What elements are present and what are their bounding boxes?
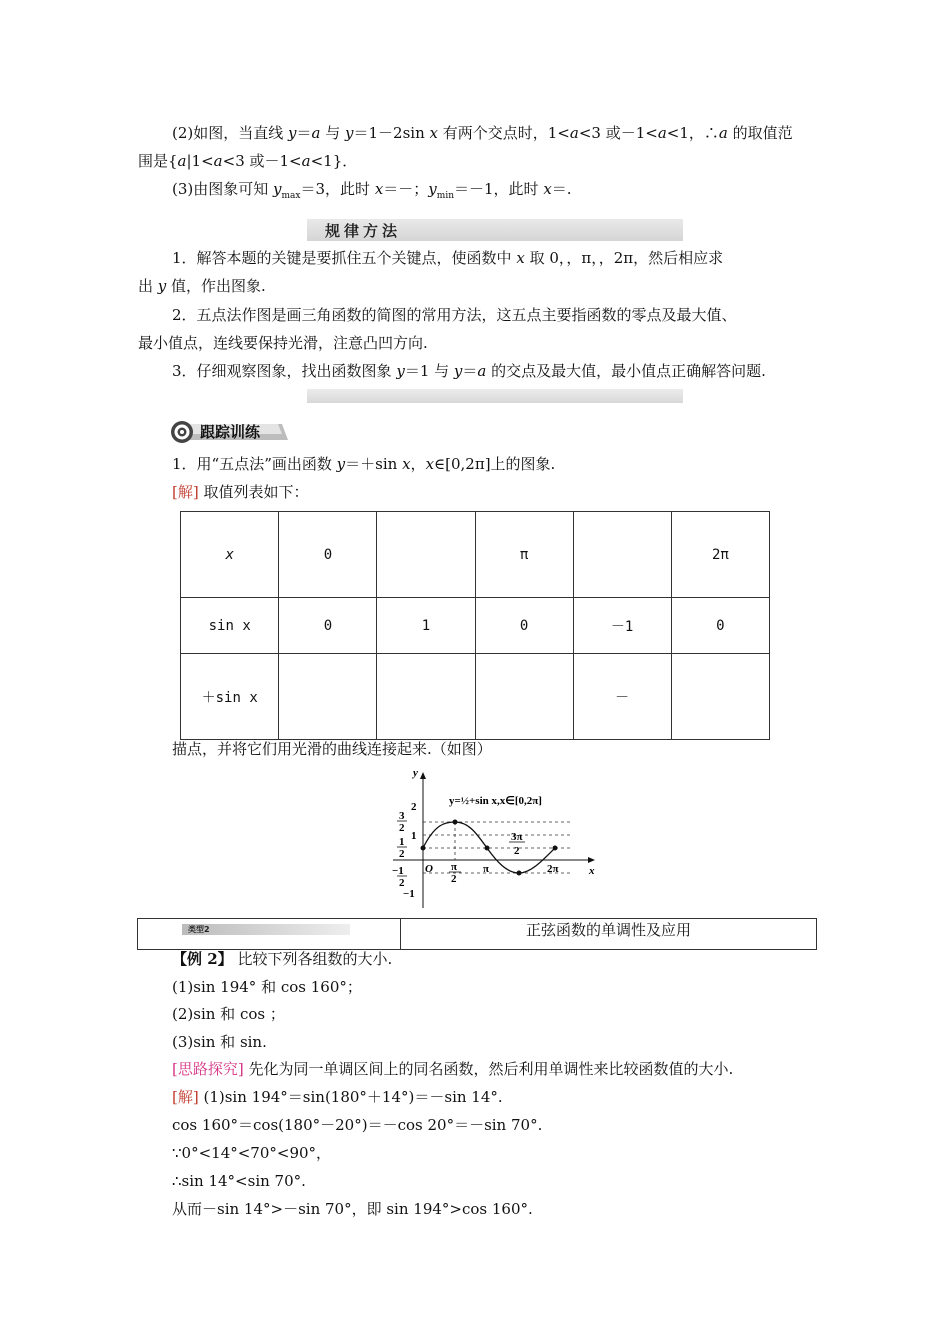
y-axis-label: y <box>413 767 418 779</box>
table-row <box>181 512 770 598</box>
solution-step5: 从而－sin 14°>－sin 70°，即 sin 194°>cos 160°. <box>172 1200 533 1218</box>
method-3: 3．仔细观察图象，找出函数图象 y＝1 与 y＝a 的交点及最大值，最小值点正确解答问题. <box>172 362 766 380</box>
example-2-part1: (1)sin 194° 和 cos 160°； <box>172 978 362 996</box>
y-tick-1: 1 <box>411 830 417 842</box>
x-tick-2pi: 2π <box>547 863 559 875</box>
method-1-line1: 1．解答本题的关键是要抓住五个关键点，使函数中 x 取 0，，π，，2π，然后相应求 <box>172 249 724 267</box>
table-cell: 0 <box>279 512 377 598</box>
table-cell <box>377 512 475 598</box>
solution-intro: [解] 取值列表如下： <box>172 483 309 501</box>
y-tick-2: 2 <box>411 801 417 813</box>
solution-step2: cos 160°＝cos(180°－20°)＝－cos 20°＝－sin 70°. <box>172 1116 543 1134</box>
table-cell: 1 <box>377 598 475 654</box>
idea-exploration: [思路探究] 先化为同一单调区间上的同名函数，然后利用单调性来比较函数值的大小. <box>172 1060 734 1078</box>
example-2-heading: 【例 2】 比较下列各组数的大小. <box>172 950 393 968</box>
table-cell <box>475 654 573 740</box>
method-1-line2: 出 y 值，作出图象. <box>138 277 266 295</box>
table-cell <box>377 654 475 740</box>
x-tick-pi: π <box>483 863 490 875</box>
table-cell <box>573 512 671 598</box>
para-3: (3)由图象可知 $y_{max}=3$，此时 x＝－；$y_{min}=-1$，此时 x＝. <box>172 180 572 201</box>
y-tick-3-2-num: 3 <box>399 810 405 822</box>
section-title: 正弦函数的单调性及应用 <box>525 921 691 939</box>
x-tick-3pi-2-num: 3π <box>511 831 523 843</box>
table-cell <box>279 654 377 740</box>
example-2-part3: (3)sin 和 sin. <box>172 1033 267 1051</box>
method-banner-title: 规律方法 <box>325 222 402 240</box>
table-cell: sin x <box>181 598 279 654</box>
y-tick-1-2-num: 1 <box>399 836 405 848</box>
example-2-part2: (2)sin 和 cos ； <box>172 1005 285 1023</box>
origin-label: O <box>425 863 433 875</box>
x-tick-3pi-2-den: 2 <box>514 845 520 857</box>
table-cell: － <box>573 654 671 740</box>
y-tick-1-2-den: 2 <box>399 848 405 860</box>
x-axis-arrow <box>588 857 595 863</box>
table-row <box>181 654 770 740</box>
table-cell: x <box>181 512 279 598</box>
y-tick-3-2-den: 2 <box>399 822 405 834</box>
table-cell: －1 <box>573 598 671 654</box>
divider-bar <box>307 389 683 403</box>
para-2-line1: (2)如图，当直线 y＝a 与 y＝1－2sin x 有两个交点时，1<a<3 或－1<a<1，∴a 的取值范 <box>172 124 793 142</box>
y-tick-neg-1-2-den: 2 <box>399 877 405 889</box>
method-2-line2: 最小值点，连线要保持光滑，注意凸凹方向. <box>138 334 428 352</box>
training-1: 1．用“五点法”画出函数 y＝＋sin x，x∈[0,2π]上的图象. <box>172 455 556 473</box>
x-tick-pi-2-den: 2 <box>451 873 457 885</box>
section-header <box>137 918 817 950</box>
solution-step4: ∴sin 14°<sin 70°. <box>172 1172 306 1190</box>
table-cell: 2π <box>671 512 769 598</box>
table-cell: 0 <box>279 598 377 654</box>
y-tick-neg-1: −1 <box>403 888 415 900</box>
plot-instruction: 描点，并将它们用光滑的曲线连接起来.（如图） <box>172 740 492 758</box>
table-cell: ＋sin x <box>181 654 279 740</box>
solution-step3: ∵0°<14°<70°<90°， <box>172 1144 332 1162</box>
method-2-line1: 2．五点法作图是画三角函数的简图的常用方法，这五点主要指函数的零点及最大值、 <box>172 306 737 324</box>
table-cell: π <box>475 512 573 598</box>
y-tick-neg-1-2-num: −1 <box>392 865 404 877</box>
y-axis-arrow <box>420 772 426 779</box>
x-axis-label: x <box>589 865 595 877</box>
method-banner <box>307 219 683 241</box>
function-formula: y=½+sin x,x∈[0,2π] <box>449 795 542 807</box>
table-cell: 0 <box>671 598 769 654</box>
tracking-heading-title: 跟踪训练 <box>200 423 261 441</box>
x-tick-pi-2-num: π <box>451 861 458 873</box>
values-table <box>180 511 770 740</box>
table-cell <box>671 654 769 740</box>
sine-graph <box>383 764 598 910</box>
section-tag-cell <box>138 919 401 949</box>
table-row <box>181 598 770 654</box>
table-cell: 0 <box>475 598 573 654</box>
tracking-training-heading <box>170 420 288 444</box>
para-2-line2: 围是{a|1<a<3 或－1<a<1}． <box>138 152 358 170</box>
section-tag: 类型2 <box>182 924 350 935</box>
solution-step1: [解] (1)sin 194°＝sin(180°＋14°)＝－sin 14°. <box>172 1088 503 1106</box>
